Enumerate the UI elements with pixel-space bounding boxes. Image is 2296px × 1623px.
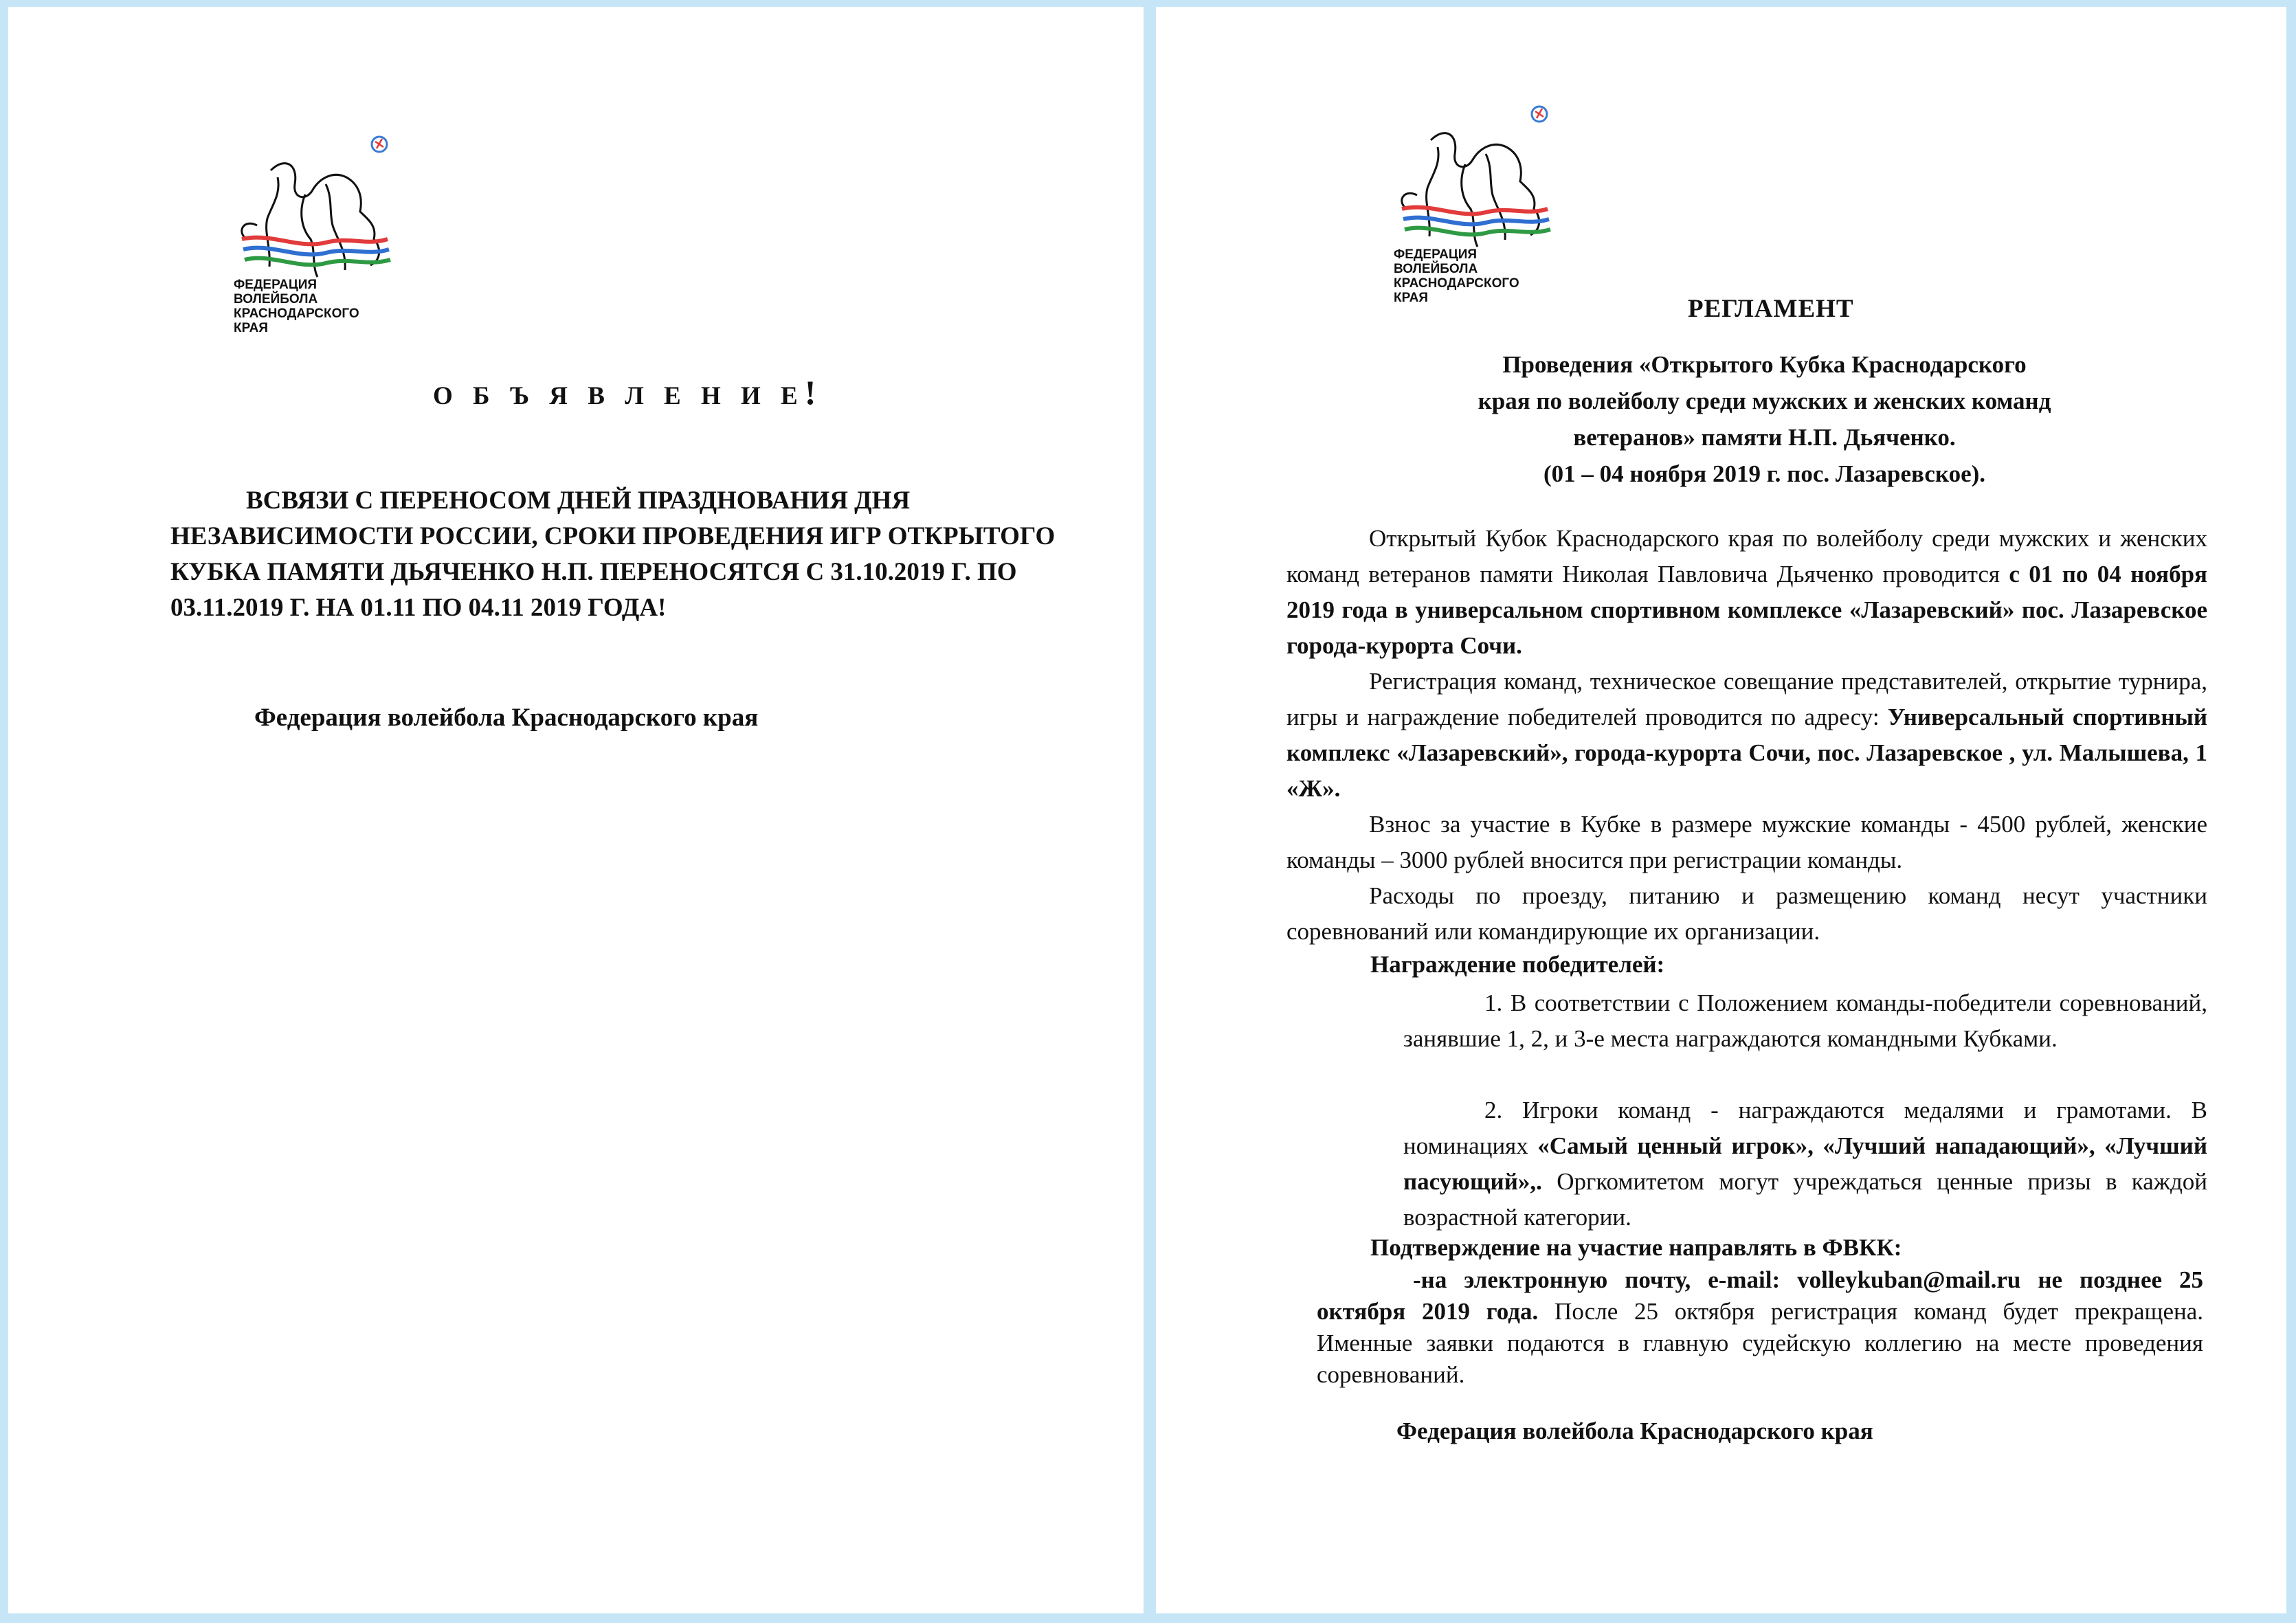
paragraph-expenses bbox=[1286, 878, 2207, 950]
paragraph-fee bbox=[1286, 807, 2207, 878]
federation-logo bbox=[1390, 99, 1568, 319]
paragraph-bold-text: Универсальный спортивный комплекс «Лазаревский», города-курорта Сочи, пос. Лазаревское , ул. Малышева, 1 «Ж». bbox=[1286, 704, 2208, 802]
paragraph-text: Открытый Кубок Краснодарского края по волейболу среди мужских и женских команд ветеранов памяти Николая Павловича Дьяченко проводится bbox=[1286, 525, 2207, 587]
award-text: Оргкомитетом могут учреждаться ценные призы в каждой возрастной категории. bbox=[1403, 1168, 2208, 1231]
logo-line: КРАСНОДАРСКОГО bbox=[234, 306, 359, 321]
confirm-bold-text: -на электронную почту, e-mail: volleykuban@mail.ru не позднее 25 октября 2019 года. bbox=[1317, 1266, 2203, 1325]
logo-line: КРАЯ bbox=[1394, 291, 1428, 305]
subtitle-line: ветеранов» памяти Н.П. Дьяченко. bbox=[1573, 424, 1956, 451]
announcement-body: ВСВЯЗИ С ПЕРЕНОСОМ ДНЕЙ ПРАЗДНОВАНИЯ ДНЯ НЕЗАВИСИМОСТИ РОССИИ, СРОКИ ПРОВЕДЕНИЯ ИГР ОТКРЫТОГО КУБКА ПАМЯТИ ДЬЯЧЕНКО Н.П. ПЕРЕНОСЯТСЯ С 31.10.2019 Г. ПО 03.11.2019 Г. НА 01.11 ПО 04.11 2019 ГОДА! bbox=[170, 486, 1056, 622]
announcement-title-mark: ! bbox=[804, 373, 816, 412]
announcement-signature: Федерация волейбола Краснодарского края bbox=[254, 704, 759, 732]
announcement-title-text: О Б Ъ Я В Л Е Н И Е bbox=[433, 382, 805, 410]
announcement-page bbox=[8, 7, 1144, 1613]
volleyball-players-icon bbox=[1390, 99, 1568, 264]
paragraph-text: Взнос за участие в Кубке в размере мужские команды - 4500 рублей, женские команды – 3000 рублей вносится при регистрации команды. bbox=[1286, 811, 2207, 873]
paragraph-bold-text: с 01 по 04 ноября 2019 года в универсальном спортивном комплексе «Лазаревский» пос. Лазаревское города-курорта Сочи. bbox=[1286, 561, 2207, 659]
subtitle-line: (01 – 04 ноября 2019 г. пос. Лазаревское). bbox=[1543, 460, 1986, 487]
volleyball-players-icon bbox=[230, 129, 408, 294]
award-text: 1. В соответствии с Положением команды-победители соревнований, занявшие 1, 2, и 3-е места награждаются командными Кубками. bbox=[1403, 989, 2207, 1052]
subtitle-line: края по волейболу среди мужских и женских команд bbox=[1478, 388, 2051, 414]
paragraph-cup-info bbox=[1286, 521, 2207, 664]
announcement-title bbox=[433, 372, 816, 412]
paragraph-text: Регистрация команд, техническое совещание представителей, открытие турнира, игры и награждение победителей проводится по адресу: bbox=[1286, 668, 2207, 730]
regulation-page bbox=[1156, 7, 2286, 1613]
regulation-title: РЕГЛАМЕНТ bbox=[1688, 295, 1854, 323]
regulation-subtitle bbox=[1419, 346, 2110, 492]
federation-logo bbox=[230, 129, 408, 349]
logo-line: КРАЯ bbox=[234, 321, 268, 335]
award-item-1 bbox=[1403, 985, 2207, 1057]
awards-heading: Награждение победителей: bbox=[1370, 951, 1665, 978]
logo-line: КРАСНОДАРСКОГО bbox=[1394, 276, 1519, 291]
logo-line: ВОЛЕЙБОЛА bbox=[234, 292, 318, 306]
award-item-2 bbox=[1403, 1093, 2207, 1235]
award-nominations: «Самый ценный игрок», «Лучший нападающий», «Лучший пасующий»,. bbox=[1403, 1132, 2208, 1195]
award-text: 2. Игроки команд - награждаются медалями и грамотами. В номинациях bbox=[1403, 1097, 2207, 1159]
subtitle-line: Проведения «Открытого Кубка Краснодарского bbox=[1502, 351, 2027, 378]
regulation-signature: Федерация волейбола Краснодарского края bbox=[1396, 1418, 1873, 1444]
paragraph-text: Расходы по проезду, питанию и размещению команд несут участники соревнований или командирующие их организации. bbox=[1286, 882, 2207, 945]
logo-line: ФЕДЕРАЦИЯ bbox=[1394, 247, 1478, 262]
confirm-paragraph bbox=[1317, 1264, 2203, 1391]
logo-line: ФЕДЕРАЦИЯ bbox=[234, 278, 317, 292]
paragraph-registration bbox=[1286, 664, 2207, 807]
logo-line: ВОЛЕЙБОЛА bbox=[1394, 262, 1478, 276]
confirm-heading: Подтверждение на участие направлять в ФВКК: bbox=[1370, 1234, 1902, 1261]
confirm-text: После 25 октября регистрация команд будет прекращена. Именные заявки подаются в главную судейскую коллегию на месте проведения соревнований. bbox=[1317, 1298, 2204, 1388]
